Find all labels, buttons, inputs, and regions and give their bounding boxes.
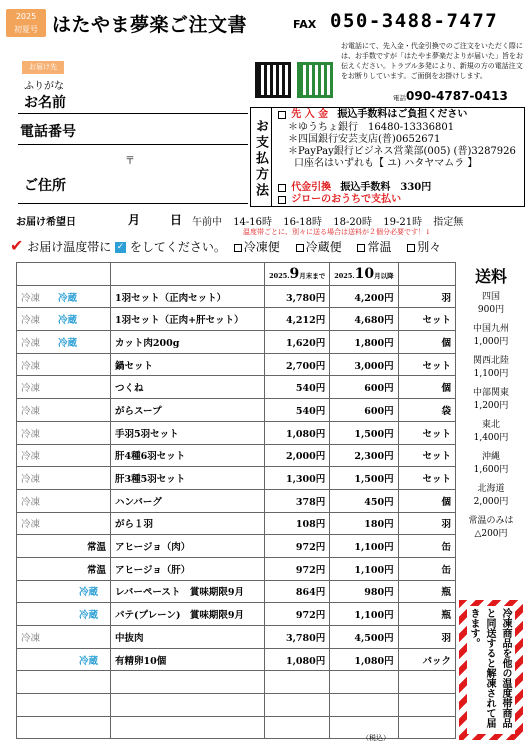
jiro-checkbox[interactable]: [278, 196, 286, 204]
unit: セット: [398, 353, 455, 376]
warning-stripe: [459, 600, 523, 740]
table-row[interactable]: [17, 626, 456, 649]
price-sep: 972円: [265, 535, 330, 558]
phone-order-note: お電話にて、先入金・代金引換でのご注文をいただく際には、お手数ですが「はたやま夢楽だよりが届いた」旨をお伝えください。トラブル多発により、新規の方の電話注文をお断りしています。ご面倒をお掛けします。: [341, 42, 523, 80]
table-row[interactable]: [17, 376, 456, 399]
product-name: パテ(プレーン) 賞味期限9月: [111, 603, 265, 626]
temp-suffix: をしてください。: [129, 240, 226, 254]
bank-yucho: ＊ゆうちょ銀行 16480-13336801: [288, 122, 455, 133]
unit: 個: [398, 331, 455, 354]
slot[interactable]: 19-21時: [383, 217, 423, 228]
time-slots: [192, 213, 463, 228]
price-sep: 108円: [265, 512, 330, 535]
unit: [398, 671, 455, 694]
temp-frozen: 冷凍: [21, 474, 41, 486]
day-label: 日: [170, 213, 183, 227]
temp-other: 冷蔵: [58, 337, 78, 349]
region-name: 四国: [481, 292, 500, 302]
room-temp-label: 常温のみは: [468, 516, 514, 526]
temp-cell: [17, 580, 111, 603]
region-name: 関西北陸: [472, 356, 509, 366]
product-name: アヒージョ（肝）: [111, 557, 265, 580]
product-name: がら１羽: [111, 512, 265, 535]
unit: セット: [398, 467, 455, 490]
temp-cell: [17, 421, 111, 444]
temp-cell: [17, 285, 111, 308]
product-name: 1羽セット（正肉+肝セット）: [111, 308, 265, 331]
unit: 羽: [398, 285, 455, 308]
temp-other: 冷蔵: [79, 610, 99, 622]
price-sep: 3,780円: [265, 626, 330, 649]
unit: 袋: [398, 399, 455, 422]
unit: [398, 694, 455, 717]
unit: 瓶: [398, 580, 455, 603]
temp-checkbox[interactable]: [357, 244, 365, 252]
temp-cell: [17, 512, 111, 535]
price-sep: 540円: [265, 376, 330, 399]
temp-cell: [17, 716, 111, 739]
shipping-region: [461, 323, 521, 349]
price-oct: 1,500円: [330, 467, 398, 490]
table-header-row: [17, 263, 456, 286]
temp-cell: [17, 399, 111, 422]
slot[interactable]: 16-18時: [283, 217, 323, 228]
region-price: 1,100円: [473, 369, 509, 379]
table-row[interactable]: [17, 421, 456, 444]
unit: セット: [398, 308, 455, 331]
price-oct: 600円: [330, 399, 398, 422]
checked-box-icon: ✓: [116, 242, 125, 252]
price-sep: [265, 716, 330, 739]
temp-cell: [17, 694, 111, 717]
price-oct: [330, 694, 398, 717]
temp-other: 常温: [87, 542, 107, 554]
price-oct: 3,000円: [330, 353, 398, 376]
price-sep: 972円: [265, 603, 330, 626]
product-name: [111, 671, 265, 694]
price-oct: 1,080円: [330, 648, 398, 671]
product-name: アヒージョ（肉）: [111, 535, 265, 558]
product-name: がらスープ: [111, 399, 265, 422]
temp-option: 冷蔵便: [305, 240, 342, 254]
unit: パック: [398, 648, 455, 671]
table-row[interactable]: [17, 671, 456, 694]
price-sep: 1,080円: [265, 648, 330, 671]
price-oct: 1,800円: [330, 331, 398, 354]
temp-other: 冷蔵: [79, 587, 99, 599]
unit: 缶: [398, 535, 455, 558]
temp-cell: [17, 376, 111, 399]
checkmark-icon: ✔: [10, 236, 24, 255]
delivery-date-label: お届け希望日: [16, 217, 76, 228]
product-name: 肝4種6羽セット: [111, 444, 265, 467]
region-name: 北海道: [477, 484, 505, 494]
shipping-region: [461, 355, 521, 381]
region-price: 1,000円: [473, 337, 509, 347]
temp-frozen: 冷凍: [21, 496, 41, 508]
advance-note: 振込手数料はご負担ください: [337, 109, 468, 120]
price-oct: 1,100円: [330, 535, 398, 558]
unit: 個: [398, 489, 455, 512]
table-row[interactable]: [17, 580, 456, 603]
edition-badge: 2025 初夏号: [6, 9, 46, 37]
table-row[interactable]: [17, 353, 456, 376]
price-oct: 450円: [330, 489, 398, 512]
temp-checkbox[interactable]: [296, 244, 304, 252]
price-sep: 2,700円: [265, 353, 330, 376]
temp-cell: [17, 648, 111, 671]
phone-contact: 電話090-4787-0413: [393, 89, 508, 103]
furigana-label: ふりがな: [24, 81, 64, 92]
cod-note: 振込手数料 330円: [340, 182, 432, 193]
unit: 羽: [398, 512, 455, 535]
product-name: [111, 694, 265, 717]
temp-other: 冷蔵: [58, 292, 78, 304]
product-name: 1羽セット（正肉セット）: [111, 285, 265, 308]
product-name: つくね: [111, 376, 265, 399]
price-sep: 540円: [265, 399, 330, 422]
price-oct: [330, 671, 398, 694]
temp-cell: [17, 671, 111, 694]
table-row[interactable]: [17, 285, 456, 308]
unit: 個: [398, 376, 455, 399]
product-name: カット肉200g: [111, 331, 265, 354]
phone-line[interactable]: [18, 144, 248, 145]
price-oct: 180円: [330, 512, 398, 535]
slot[interactable]: 14-16時: [233, 217, 273, 228]
region-price: 1,400円: [473, 433, 509, 443]
price-sep: 2,000円: [265, 444, 330, 467]
advance-checkbox[interactable]: [278, 111, 286, 119]
temp-frozen: 冷凍: [21, 405, 41, 417]
price-sep: 864円: [265, 580, 330, 603]
temp-frozen: 冷凍: [21, 337, 41, 349]
frozen-notice: 冷凍商品を他の温度帯商品と同送すると解凍されて届きます。: [467, 606, 515, 734]
unit: 瓶: [398, 603, 455, 626]
table-row[interactable]: [17, 557, 456, 580]
product-name: 鍋セット: [111, 353, 265, 376]
shipping-region: [461, 483, 521, 509]
region-name: 中部関東: [472, 388, 509, 398]
table-row[interactable]: [17, 444, 456, 467]
product-name: ハンバーグ: [111, 489, 265, 512]
temp-frozen: 冷凍: [21, 315, 41, 327]
room-temp-price: △200円: [474, 529, 508, 539]
temp-prefix: お届け温度帯に: [27, 240, 112, 254]
region-price: 1,200円: [473, 401, 509, 411]
slot[interactable]: 午前中: [192, 217, 222, 228]
product-name: [111, 716, 265, 739]
region-price: 2,000円: [473, 497, 509, 507]
shipping-region: [461, 419, 521, 445]
price-oct: 980円: [330, 580, 398, 603]
tax-note: （税込）: [362, 734, 390, 742]
product-name: レバーペースト 賞味期限9月: [111, 580, 265, 603]
delivery-address-tag: お届け先: [22, 61, 64, 74]
product-name: 有精卵10個: [111, 648, 265, 671]
bank-shikoku: ＊四国銀行安芸支店(普)0652671: [288, 134, 441, 145]
temp-frozen: 冷凍: [21, 383, 41, 395]
table-row[interactable]: [17, 489, 456, 512]
region-name: 中国九州: [472, 324, 509, 334]
order-table: [16, 262, 456, 739]
temp-other: 冷蔵: [58, 315, 78, 327]
phone-label: 電話番号: [20, 124, 76, 140]
temp-option: 別々: [417, 240, 442, 254]
temp-cell: [17, 603, 111, 626]
month-label: 月: [128, 213, 141, 227]
region-name: 沖縄: [481, 452, 500, 462]
address-line[interactable]: [18, 203, 248, 204]
temp-cell: [17, 308, 111, 331]
fax-number: 050-3488-7477: [330, 10, 499, 32]
shipping-panel: [461, 264, 521, 547]
temp-cell: [17, 444, 111, 467]
temp-option: 冷凍便: [243, 240, 280, 254]
slot[interactable]: 18-20時: [333, 217, 373, 228]
price-oct: 4,680円: [330, 308, 398, 331]
temp-frozen: 冷凍: [21, 632, 41, 644]
table-row[interactable]: [17, 308, 456, 331]
unit: 羽: [398, 626, 455, 649]
slot[interactable]: 指定無: [433, 217, 464, 228]
price-sep: 3,780円: [265, 285, 330, 308]
price-sep: [265, 671, 330, 694]
temp-cell: [17, 353, 111, 376]
unit: 缶: [398, 557, 455, 580]
temp-checkbox[interactable]: [407, 244, 415, 252]
temp-frozen: 冷凍: [21, 360, 41, 372]
table-row[interactable]: [17, 467, 456, 490]
table-row[interactable]: [17, 603, 456, 626]
temp-option: 常温: [367, 240, 392, 254]
price-sep: 972円: [265, 557, 330, 580]
cod-label: 代金引換: [291, 182, 332, 193]
qr-code-icon: [255, 62, 291, 98]
payment-label: お支払方法: [250, 107, 272, 207]
product-name: 中抜肉: [111, 626, 265, 649]
table-row[interactable]: [17, 331, 456, 354]
temp-cell: [17, 535, 111, 558]
unit: [398, 716, 455, 739]
temp-checkbox[interactable]: [234, 244, 242, 252]
address-label: ご住所: [24, 178, 66, 194]
name-label: お名前: [24, 95, 66, 111]
price-oct: 1,100円: [330, 557, 398, 580]
table-row[interactable]: [17, 694, 456, 717]
product-name: 肝3種5羽セット: [111, 467, 265, 490]
price-sep: 378円: [265, 489, 330, 512]
temp-other: 常温: [87, 564, 107, 576]
table-row[interactable]: [17, 512, 456, 535]
jiro-label: ジローのおうちで支払い: [291, 194, 402, 205]
price-header-oct: 2025.10月以降: [330, 263, 398, 286]
price-oct: 4,200円: [330, 285, 398, 308]
shipping-warning: 温度帯ごとに、別々に送る場合は送料が２個分必要です！↓: [243, 228, 431, 236]
temp-cell: [17, 467, 111, 490]
temp-frozen: 冷凍: [21, 519, 41, 531]
cod-checkbox[interactable]: [278, 184, 286, 192]
temp-cell: [17, 557, 111, 580]
line-qr-code-icon: [297, 62, 333, 98]
table-row[interactable]: [17, 648, 456, 671]
page-title: はたやま夢楽ご注文書: [52, 14, 248, 36]
shipping-title: 送料: [474, 267, 507, 286]
bank-paypay: ＊PayPay銀行ビジネス営業部(005) (普)3287926: [288, 146, 516, 157]
unit: セット: [398, 444, 455, 467]
shipping-region: [461, 451, 521, 477]
temp-cell: [17, 489, 111, 512]
price-sep: 1,620円: [265, 331, 330, 354]
price-sep: 1,300円: [265, 467, 330, 490]
table-row[interactable]: [17, 535, 456, 558]
price-oct: 2,300円: [330, 444, 398, 467]
account-name: 口座名はいずれも【 ユ) ハタヤマムラ 】: [294, 158, 478, 169]
shipping-region: [461, 387, 521, 413]
price-sep: 1,080円: [265, 421, 330, 444]
temp-frozen: 冷凍: [21, 292, 41, 304]
product-name: 手羽5羽セット: [111, 421, 265, 444]
name-line[interactable]: [18, 113, 248, 114]
price-oct: 4,500円: [330, 626, 398, 649]
temp-cell: [17, 331, 111, 354]
temp-other: 冷蔵: [79, 655, 99, 667]
fax-label: FAX: [293, 18, 317, 31]
unit: セット: [398, 421, 455, 444]
price-sep: 4,212円: [265, 308, 330, 331]
shipping-region: [461, 291, 521, 317]
temp-frozen: 冷凍: [21, 428, 41, 440]
temp-cell: [17, 626, 111, 649]
region-price: 1,600円: [473, 465, 509, 475]
price-oct: 1,100円: [330, 603, 398, 626]
price-oct: 1,500円: [330, 421, 398, 444]
region-name: 東北: [481, 420, 500, 430]
temp-frozen: 冷凍: [21, 451, 41, 463]
table-row[interactable]: [17, 399, 456, 422]
postal-mark: 〒: [125, 156, 135, 167]
price-sep: [265, 694, 330, 717]
advance-label: 先 入 金: [291, 109, 329, 120]
price-header-sep: 2025.9月末まで: [265, 263, 330, 286]
price-oct: 600円: [330, 376, 398, 399]
region-price: 900円: [477, 305, 505, 315]
